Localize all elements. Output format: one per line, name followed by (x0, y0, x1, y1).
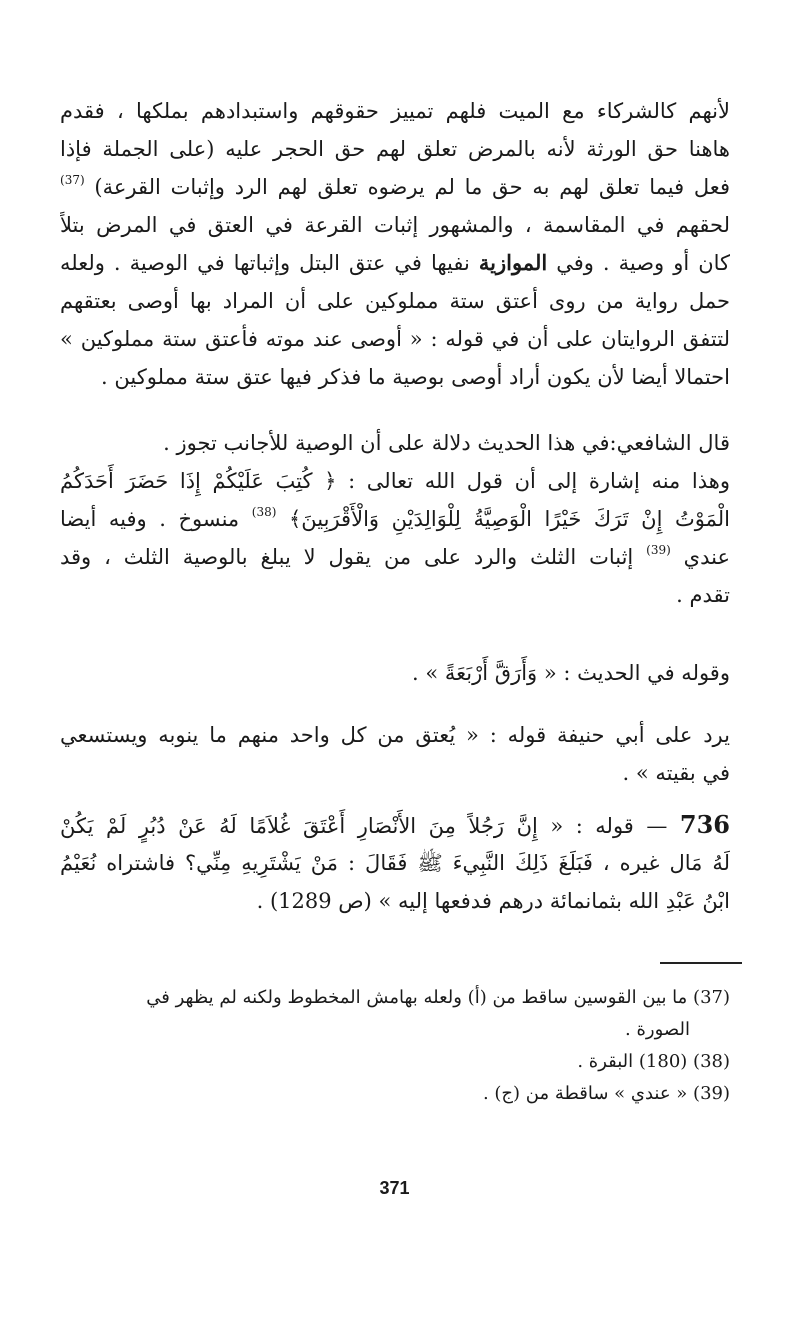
text-line: لحقهم في المقاسمة ، والمشهور إثبات القرعة في العتق في المرض بتلاً (60, 213, 730, 237)
text-line: وهذا منه إشارة إلى أن قول الله تعالى : ﴿ كُتِبَ عَلَيْكُمْ إِذَا حَضَرَ أَحَدَكُمُ (60, 469, 730, 493)
footnote-39: (39) « عندي » ساقطة من (ج) . (482, 1083, 730, 1104)
text-line: لَهُ مَال غيره ، فَبَلَغَ ذَلِكَ النَّبِيءَ ﷺ فَقَالَ : مَنْ يَشْتَرِيهِ مِنِّي؟ فاشتراه نُعَيْمُ (60, 851, 730, 875)
text-line: ابْنُ عَبْدِ الله بثمانمائة درهم فدفعها إليه » (ص 1289) . (256, 889, 730, 913)
text-line: هاهنا حق الورثة لأنه بالمرض تعلق لهم حق الحجر عليه (على الجملة فإذا (60, 137, 730, 161)
text-line (60, 538, 730, 576)
footnote-38: (38) (180) البقرة . (577, 1051, 730, 1072)
text-segment: كان أو وصية . وفي (556, 251, 730, 275)
text-line: وقوله في الحديث : « وَأَرَقَّ أَرْبَعَةً » . (412, 661, 730, 685)
text-line: احتمالا أيضا لأن يكون أراد أوصى بوصية ما فذكر فيها عتق ستة مملوكين . (101, 365, 730, 389)
paragraph-2 (60, 424, 730, 614)
footnote-ref-39: (39) (646, 543, 671, 557)
text-line: لأنهم كالشركاء مع الميت فلهم تمييز حقوقهم واستبدادهم بملكها ، فقدم (60, 99, 730, 123)
text-segment: — قوله : « إِنَّ رَجُلاً مِنَ الأَنْصَارِ أَعْتَقَ غُلاَمًا لَهُ عَنْ دُبُرٍ لَمْ يَكُنْ (60, 814, 668, 838)
text-line (60, 168, 730, 206)
text-line: يرد على أبي حنيفة قوله : « يُعتق من كل واحد منهم ما ينوبه ويستسعي (60, 723, 730, 747)
text-segment: فعل فيما تعلق لهم به حق ما لم يرضوه تعلق لهم الرد وإثبات القرعة) (94, 175, 730, 199)
footnote-ref-38: (38) (251, 505, 277, 519)
text-line: في بقيته » . (622, 761, 730, 785)
footnote-ref-37: (37) (60, 173, 85, 187)
text-line: تقدم . (676, 583, 730, 607)
text-line (60, 500, 730, 538)
footnote-37-cont: الصورة . (625, 1019, 690, 1040)
text-segment: عندي (683, 545, 730, 569)
text-line: قال الشافعي:في هذا الحديث دلالة على أن الوصية للأجانب تجوز . (163, 431, 730, 455)
text-line (60, 806, 730, 844)
footnote-37: (37) ما بين القوسين ساقط من (أ) ولعله بهامش المخطوط ولكنه لم يظهر في (146, 987, 730, 1008)
text-segment: منسوخ . وفيه أيضا (60, 507, 240, 531)
page-number: 371 (379, 1178, 410, 1198)
text-segment: نفيها في عتق البتل وإثباتها في الوصية . ولعله (60, 251, 470, 275)
paragraph-4 (60, 716, 730, 792)
paragraph-1 (60, 92, 730, 396)
text-line: لتتفق الروايتان على أن في قوله : « أوصى عند موته فأعتق ستة مملوكين » (60, 327, 730, 351)
paragraph-736 (60, 806, 730, 920)
text-segment: إثبات الثلث والرد على من يقول لا يبلغ بالوصية الثلث ، وقد (60, 545, 634, 569)
entry-number: 736 (679, 810, 730, 839)
text-segment: الْمَوْتُ إِنْ تَرَكَ خَيْرًا الْوَصِيَّةُ لِلْوَالِدَيْنِ وَالْأَقْرَبِينَ﴾ (289, 507, 730, 531)
text-line (60, 244, 730, 282)
footnote-divider (660, 962, 742, 964)
footnotes (70, 982, 730, 1110)
paragraph-3 (60, 654, 730, 692)
text-line: حمل رواية من روى أعتق ستة مملوكين على أن المراد بها أوصى بعتقهم (60, 289, 730, 313)
bold-term: الموازية (478, 250, 548, 275)
